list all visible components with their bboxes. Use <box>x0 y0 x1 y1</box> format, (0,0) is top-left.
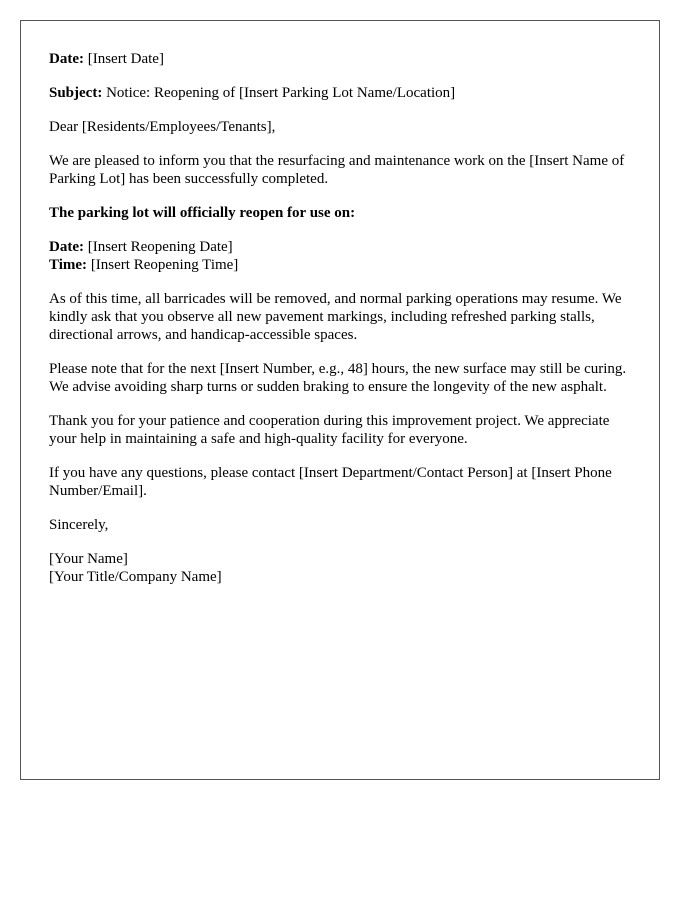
reopen-time-line <box>49 256 631 274</box>
subject-label: Subject: <box>49 85 103 101</box>
subject-line <box>49 84 631 102</box>
letter-page <box>20 20 660 780</box>
signature-title: [Your Title/Company Name] <box>49 569 222 585</box>
subject-value: Notice: Reopening of [Insert Parking Lot Name/Location] <box>102 85 456 101</box>
reopen-time-label: Time: <box>49 257 88 273</box>
curing-paragraph: Please note that for the next [Insert Number, e.g., 48] hours, the new surface may still be curing. We advise avoiding sharp turns or sudden braking to ensure the longevity of the new asphalt. <box>49 361 627 395</box>
date-label: Date: <box>49 51 84 67</box>
reopen-date-value: [Insert Reopening Date] <box>83 239 233 255</box>
intro-paragraph: We are pleased to inform you that the resurfacing and maintenance work on the [Insert Name of Parking Lot] has been successfully completed. <box>49 153 625 187</box>
closing: Sincerely, <box>49 517 109 533</box>
reopen-date-line <box>49 238 631 256</box>
salutation: Dear [Residents/Employees/Tenants], <box>49 119 276 135</box>
date-line <box>49 50 631 68</box>
reopen-date-label: Date: <box>49 239 84 255</box>
operations-paragraph: As of this time, all barricades will be removed, and normal parking operations may resume. We kindly ask that you observe all new pavement markings, including refreshed parking stalls, directional arrows, and handicap-accessible spaces. <box>49 291 622 343</box>
reopen-heading: The parking lot will officially reopen for use on: <box>49 205 356 221</box>
signature-name: [Your Name] <box>49 551 128 567</box>
date-value: [Insert Date] <box>83 51 164 67</box>
contact-paragraph: If you have any questions, please contact [Insert Department/Contact Person] at [Insert Phone Number/Email]. <box>49 465 612 499</box>
thanks-paragraph: Thank you for your patience and cooperation during this improvement project. We appreciate your help in maintaining a safe and high-quality facility for everyone. <box>49 413 610 447</box>
reopen-time-value: [Insert Reopening Time] <box>87 257 239 273</box>
